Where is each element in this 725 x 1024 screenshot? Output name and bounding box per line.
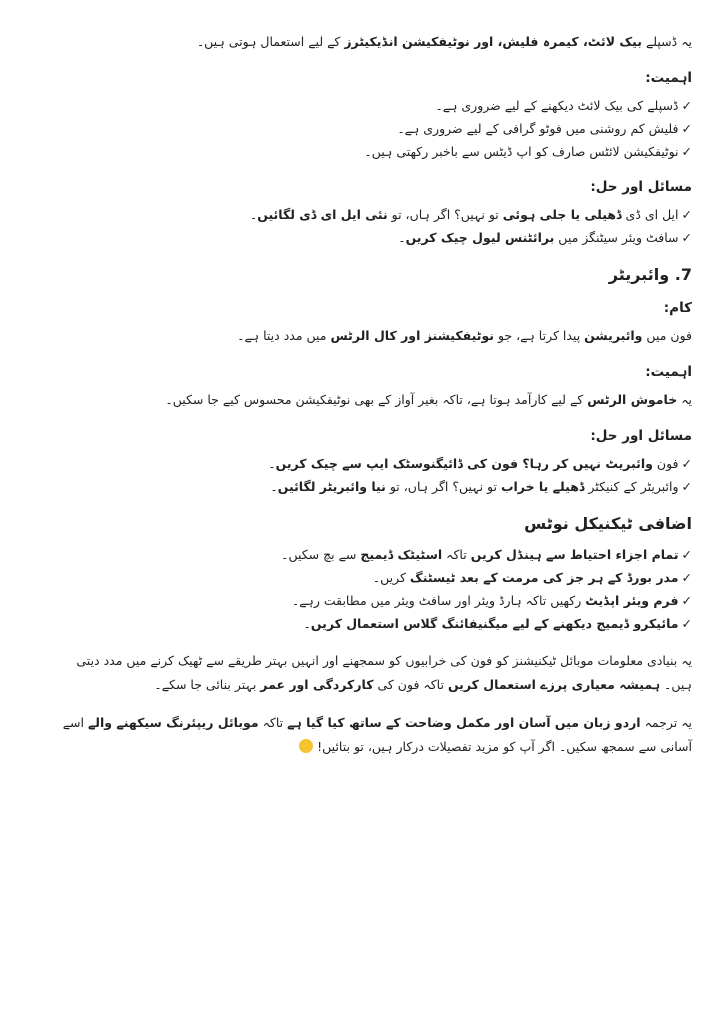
- importance-list: [50, 94, 692, 163]
- list-item: ✓ایل ای ڈی ڈھیلی یا جلی ہوئی تو نہیں؟ اگر ہاں، تو نئی ایل ای ڈی لگائیں۔: [249, 207, 692, 222]
- closing-paragraph: یہ ترجمہ اردو زبان میں آسان اور مکمل وضاحت کے ساتھ کیا گیا ہے تاکہ موبائل ریپئرنگ سیکھنے والے اسے آسانی سے سمجھ سکیں۔ اگر آپ کو مزید تفصیلات درکار ہیں، تو بتائیں!: [62, 715, 692, 754]
- list-item: ✓فون وائبریٹ نہیں کر رہا؟ فون کی ڈائیگنوسٹک ایپ سے چیک کریں۔: [268, 456, 692, 471]
- check-icon: ✓: [681, 121, 692, 136]
- list-item: ✓تمام اجزاء احتیاط سے ہینڈل کریں تاکہ اسٹیٹک ڈیمیج سے بچ سکیں۔: [281, 547, 692, 562]
- importance-heading: اہمیت:: [645, 70, 692, 86]
- list-item: ✓فلیش کم روشنی میں فوٹو گرافی کے لیے ضروری ہے۔: [397, 121, 692, 136]
- check-icon: ✓: [681, 456, 692, 471]
- summary-paragraph: یہ بنیادی معلومات موبائل ٹیکنیشنز کو فون کی خرابیوں کو سمجھنے اور انہیں بہتر طریقے سے ٹھیک کرنے میں مدد دیتی ہیں۔ ہمیشہ معیاری پرزے استعمال کریں تاکہ فون کی کارکردگی اور عمر بہتر بنائی جا سکے۔: [76, 653, 692, 692]
- check-icon: ✓: [681, 570, 692, 585]
- vibrator-work-paragraph: فون میں وائبریشن پیدا کرتا ہے، جو نوٹیفکیشنز اور کال الرٹس میں مدد دیتا ہے۔: [237, 328, 692, 343]
- issues-list: [50, 203, 692, 249]
- check-icon: ✓: [681, 207, 692, 222]
- check-icon: ✓: [681, 593, 692, 608]
- check-icon: ✓: [681, 616, 692, 631]
- check-icon: ✓: [681, 144, 692, 159]
- document-page: [50, 30, 692, 759]
- vibrator-issues-heading: مسائل اور حل:: [590, 428, 692, 444]
- vibrator-issues-list: [50, 452, 692, 498]
- list-item: ✓مدر بورڈ کے ہر جز کی مرمت کے بعد ٹیسٹنگ کریں۔: [372, 570, 692, 585]
- list-item: ✓نوٹیفکیشن لائٹس صارف کو اپ ڈیٹس سے باخبر رکھتی ہیں۔: [364, 144, 692, 159]
- vibrator-importance-paragraph: یہ خاموش الرٹس کے لیے کارآمد ہوتا ہے، تاکہ بغیر آواز کے بھی نوٹیفکیشن محسوس کیے جا سکیں۔: [165, 392, 692, 407]
- list-item: ✓وائبریٹر کے کنیکٹر ڈھیلے یا خراب تو نہیں؟ اگر ہاں، تو نیا وائبریٹر لگائیں۔: [270, 479, 692, 494]
- check-icon: ✓: [681, 479, 692, 494]
- check-icon: ✓: [681, 230, 692, 245]
- check-icon: ✓: [681, 98, 692, 113]
- issues-heading: مسائل اور حل:: [590, 179, 692, 195]
- intro-paragraph: یہ ڈسپلے بیک لائٹ، کیمرہ فلیش، اور نوٹیفکیشن انڈیکیٹرز کے لیے استعمال ہوتی ہیں۔: [196, 34, 692, 49]
- smiling-face-icon: [299, 739, 313, 753]
- list-item: ✓ڈسپلے کی بیک لائٹ دیکھنے کے لیے ضروری ہے۔: [435, 98, 692, 113]
- list-item: ✓فرم ویئر اپڈیٹ رکھیں تاکہ ہارڈ ویئر اور سافٹ ویئر میں مطابقت رہے۔: [291, 593, 692, 608]
- vibrator-section-heading: 7. وائبریٹر: [608, 265, 692, 284]
- technical-notes-list: [50, 543, 692, 635]
- list-item: ✓سافٹ ویئر سیٹنگز میں برائٹنس لیول چیک کریں۔: [398, 230, 692, 245]
- technical-notes-heading: اضافی ٹیکنیکل نوٹس: [524, 514, 692, 533]
- work-heading: کام:: [663, 300, 692, 316]
- check-icon: ✓: [681, 547, 692, 562]
- vibrator-importance-heading: اہمیت:: [645, 364, 692, 380]
- list-item: ✓مائیکرو ڈیمیج دیکھنے کے لیے میگنیفائنگ گلاس استعمال کریں۔: [303, 616, 692, 631]
